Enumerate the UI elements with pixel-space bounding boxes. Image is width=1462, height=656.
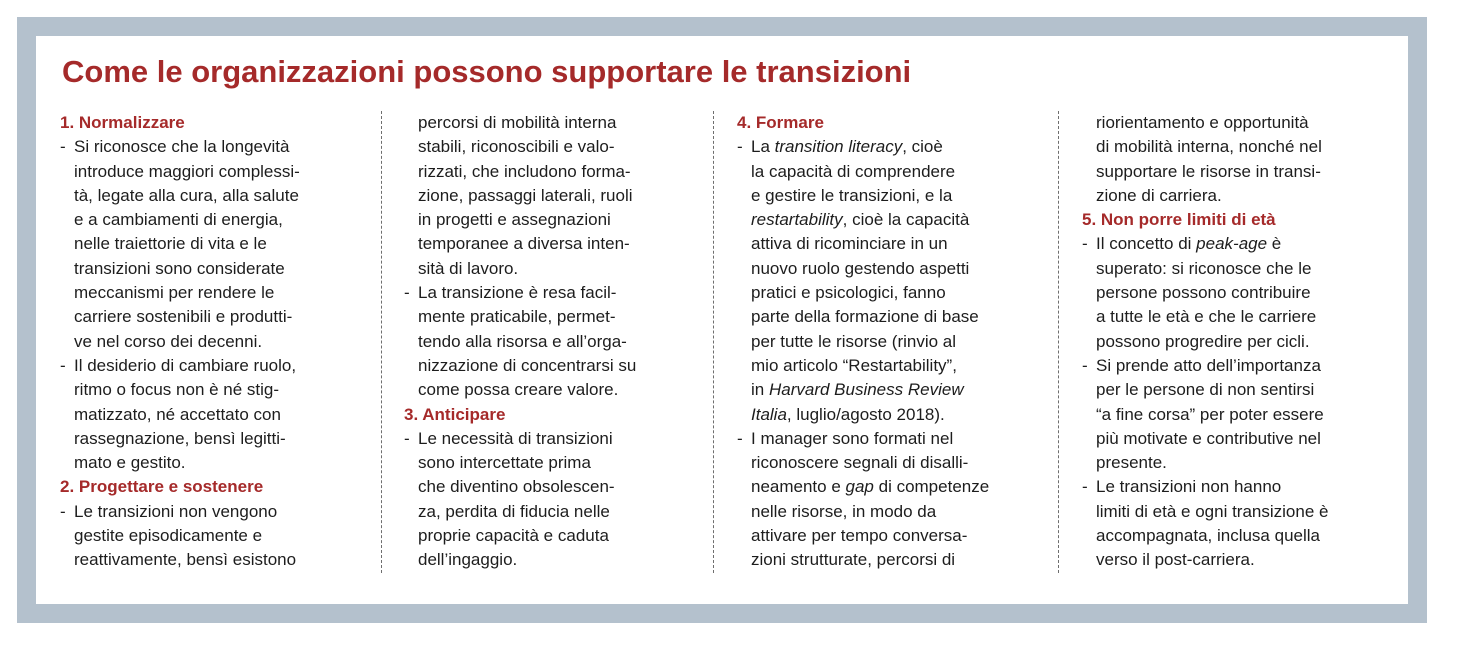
- text-run: , cioè: [902, 137, 943, 157]
- bullet-item: [1082, 354, 1328, 475]
- bullet-dash: -: [737, 137, 743, 157]
- text-line: gestite episodicamente e: [74, 526, 263, 546]
- text-line: La transizione è resa facil-: [418, 283, 617, 303]
- text-run: di competenze: [873, 477, 990, 497]
- text-line: [751, 208, 989, 232]
- text-line: mato e gestito.: [74, 453, 186, 473]
- text-line: rassegnazione, bensì legitti-: [74, 428, 286, 448]
- text-line: dell’ingaggio.: [418, 550, 518, 570]
- text-line: sono intercettate prima: [418, 453, 591, 473]
- text-line: ve nel corso dei decenni.: [74, 331, 263, 351]
- text-line: accompagnata, inclusa quella: [1096, 526, 1320, 546]
- text-line: supportare le risorse in transi-: [1096, 161, 1321, 181]
- box-title: Come le organizzazioni possono supportare le transizioni: [62, 54, 912, 89]
- italic-term: Italia: [751, 404, 787, 424]
- column-1: [60, 111, 300, 573]
- text-line: transizioni sono considerate: [74, 258, 285, 278]
- text-line: Le necessità di transizioni: [418, 428, 613, 448]
- text-line: possono progredire per cicli.: [1096, 331, 1310, 351]
- text-run: neamento e: [751, 477, 846, 497]
- text-line: riorientamento e opportunità: [1096, 113, 1309, 132]
- text-line: e gestire le transizioni, e la: [751, 185, 953, 205]
- bullet-continuation: [1082, 111, 1328, 208]
- text-line: zioni strutturate, percorsi di: [751, 550, 956, 570]
- section-heading-anticipare: 3. Anticipare: [404, 404, 506, 424]
- text-line: “a fine corsa” per poter essere: [1096, 404, 1324, 424]
- text-run: La: [751, 137, 775, 157]
- text-line: per le persone di non sentirsi: [1096, 380, 1315, 400]
- section-heading-progettare: 2. Progettare e sostenere: [60, 477, 264, 497]
- text-line: zione, passaggi laterali, ruoli: [418, 185, 633, 205]
- text-line: [1096, 232, 1328, 256]
- italic-term: transition literacy: [774, 137, 903, 157]
- column-4: [1082, 111, 1328, 573]
- text-line: più motivate e contributive nel: [1096, 428, 1321, 448]
- text-line: verso il post-carriera.: [1096, 550, 1255, 570]
- text-run: , cioè la capacità: [842, 210, 970, 230]
- text-line: reattivamente, bensì esistono: [74, 550, 297, 570]
- text-run: Il concetto di: [1096, 234, 1197, 254]
- italic-term: Harvard Business Review: [768, 380, 964, 400]
- bullet-dash: -: [60, 501, 66, 521]
- text-line: come possa creare valore.: [418, 380, 619, 400]
- bullet-item: [737, 427, 989, 573]
- text-line: rizzati, che includono forma-: [418, 161, 631, 181]
- text-line: superato: si riconosce che le: [1096, 258, 1312, 278]
- text-run: in: [751, 380, 769, 400]
- text-line: [751, 403, 989, 427]
- text-line: [751, 475, 989, 499]
- text-line: riconoscere segnali di disalli-: [751, 453, 969, 473]
- text-line: Si riconosce che la longevità: [74, 137, 290, 157]
- column-3: [737, 111, 989, 573]
- bullet-item: [60, 135, 300, 354]
- text-line: e a cambiamenti di energia,: [74, 210, 283, 230]
- text-run: è: [1267, 234, 1282, 254]
- text-line: attiva di ricominciare in un: [751, 234, 948, 254]
- bullet-dash: -: [737, 428, 743, 448]
- bullet-item: [60, 500, 300, 573]
- text-line: mio articolo “Restartability”,: [751, 355, 957, 375]
- italic-term: peak-age: [1196, 234, 1268, 254]
- text-line: I manager sono formati nel: [751, 428, 954, 448]
- text-line: temporanee a diversa inten-: [418, 234, 630, 254]
- text-line: [751, 378, 989, 402]
- bullet-item: [737, 135, 989, 427]
- text-line: che diventino obsolescen-: [418, 477, 615, 497]
- text-line: parte della formazione di base: [751, 307, 979, 327]
- italic-term: gap: [845, 477, 874, 497]
- bullet-dash: -: [404, 283, 410, 303]
- text-line: Le transizioni non hanno: [1096, 477, 1282, 497]
- bullet-item: [1082, 232, 1328, 353]
- text-line: mente praticabile, permet-: [418, 307, 616, 327]
- text-line: persone possono contribuire: [1096, 283, 1311, 303]
- column-divider: [713, 111, 714, 573]
- text-line: nelle traiettorie di vita e le: [74, 234, 267, 254]
- bullet-dash: -: [1082, 234, 1088, 254]
- text-line: zione di carriera.: [1096, 185, 1222, 205]
- section-heading-limiti-eta: 5. Non porre limiti di età: [1082, 210, 1276, 230]
- box-panel: [36, 36, 1408, 604]
- text-line: presente.: [1096, 453, 1167, 473]
- bullet-dash: -: [60, 355, 66, 375]
- text-line: pratici e psicologici, fanno: [751, 283, 946, 303]
- text-line: di mobilità interna, nonché nel: [1096, 137, 1322, 157]
- text-line: percorsi di mobilità interna: [418, 113, 617, 132]
- text-line: meccanismi per rendere le: [74, 283, 275, 303]
- text-line: attivare per tempo conversa-: [751, 526, 968, 546]
- text-line: in progetti e assegnazioni: [418, 210, 611, 230]
- italic-term: restartability: [751, 210, 843, 230]
- text-line: Il desiderio di cambiare ruolo,: [74, 355, 297, 375]
- bullet-item: [404, 281, 636, 402]
- text-line: a tutte le età e che le carriere: [1096, 307, 1317, 327]
- text-line: limiti di età e ogni transizione è: [1096, 501, 1329, 521]
- text-line: nuovo ruolo gestendo aspetti: [751, 258, 970, 278]
- bullet-dash: -: [1082, 477, 1088, 497]
- text-line: nizzazione di concentrarsi su: [418, 355, 637, 375]
- section-heading-normalizzare: 1. Normalizzare: [60, 113, 185, 132]
- bullet-dash: -: [1082, 355, 1088, 375]
- text-line: [751, 135, 989, 159]
- column-divider: [381, 111, 382, 573]
- section-heading-formare: 4. Formare: [737, 113, 824, 132]
- text-line: la capacità di comprendere: [751, 161, 956, 181]
- text-line: stabili, riconoscibili e valo-: [418, 137, 615, 157]
- bullet-item: [404, 427, 636, 573]
- text-line: nelle risorse, in modo da: [751, 501, 937, 521]
- text-line: sità di lavoro.: [418, 258, 519, 278]
- bullet-continuation: [404, 111, 636, 281]
- column-2: [404, 111, 636, 573]
- text-line: proprie capacità e caduta: [418, 526, 609, 546]
- text-line: za, perdita di fiducia nelle: [418, 501, 610, 521]
- text-line: Le transizioni non vengono: [74, 501, 278, 521]
- text-line: introduce maggiori complessi-: [74, 161, 300, 181]
- bullet-item: [60, 354, 300, 475]
- text-line: tendo alla risorsa e all’orga-: [418, 331, 627, 351]
- text-line: tà, legate alla cura, alla salute: [74, 185, 299, 205]
- text-line: Si prende atto dell’importanza: [1096, 355, 1321, 375]
- text-line: carriere sostenibili e produtti-: [74, 307, 293, 327]
- bullet-item: [1082, 475, 1328, 572]
- text-line: per tutte le risorse (rinvio al: [751, 331, 957, 351]
- text-run: , luglio/agosto 2018).: [786, 404, 945, 424]
- text-line: ritmo o focus non è né stig-: [74, 380, 280, 400]
- column-divider: [1058, 111, 1059, 573]
- bullet-dash: -: [60, 137, 66, 157]
- bullet-dash: -: [404, 428, 410, 448]
- text-line: matizzato, né accettato con: [74, 404, 281, 424]
